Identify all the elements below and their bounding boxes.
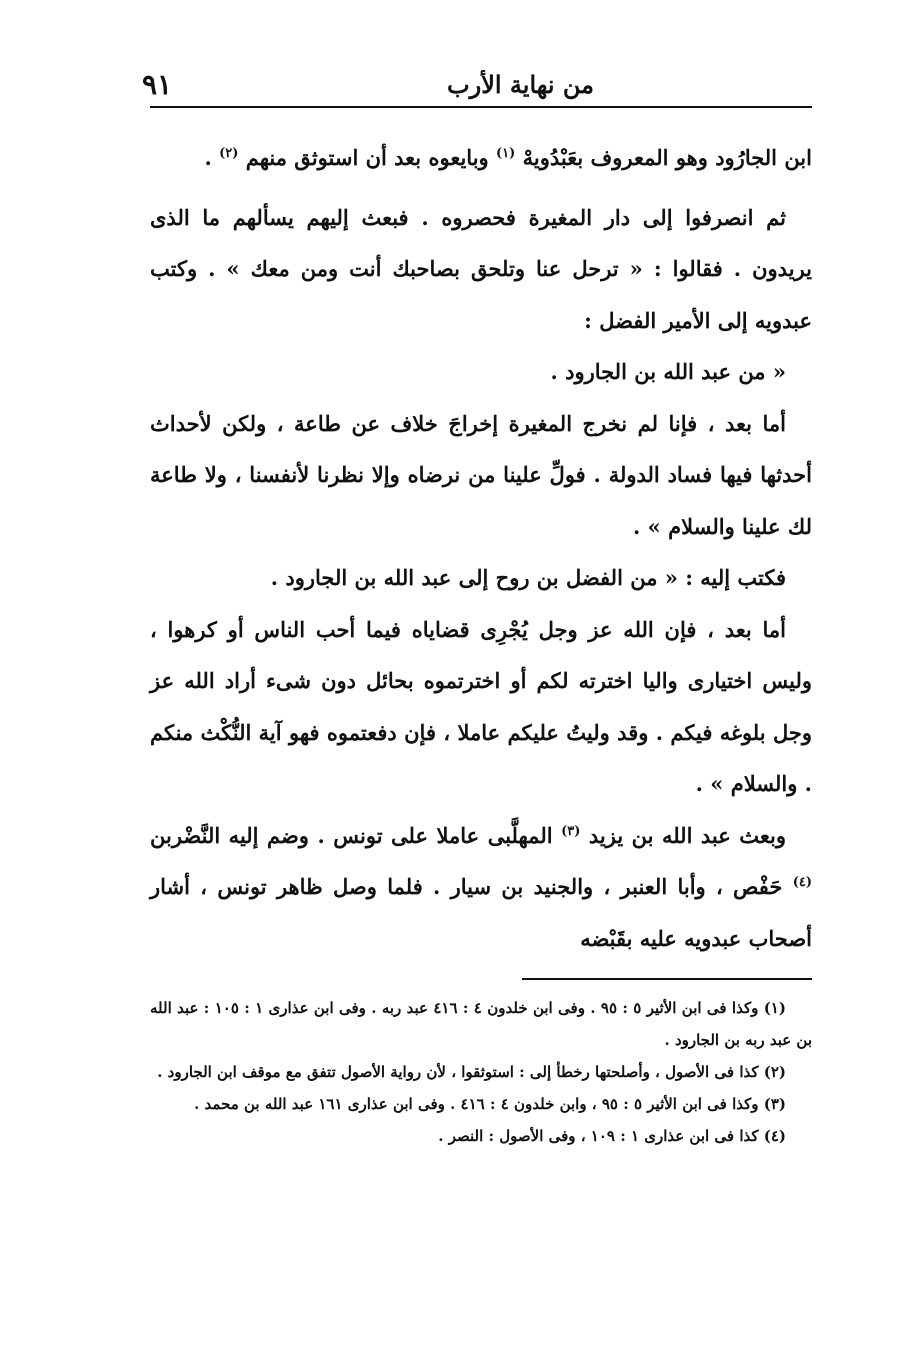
text-segment: المهلَّبى عاملا على تونس . وضم إليه النَّضْربن bbox=[150, 822, 553, 848]
paragraph bbox=[150, 132, 812, 184]
text-segment: ابن الجارُود وهو المعروف بعَبْدُويهْ bbox=[522, 145, 812, 170]
footnote-ref-4: (٤) bbox=[792, 875, 812, 890]
page-header bbox=[142, 60, 812, 108]
footnote: (١) وكذا فى ابن الأثير ٥ : ٩٥ . وفى ابن خلدون ٤ : ٤١٦ عبد ربه . وفى ابن عذارى ١ : ١٠٥ : عبد الله بن عبد ربه بن الجارود . bbox=[150, 999, 812, 1049]
footnote-ref-2: (٢) bbox=[219, 146, 239, 161]
paragraph: « من عبد الله بن الجارود . bbox=[550, 359, 786, 384]
book-page bbox=[142, 60, 812, 1320]
text-segment: وبعث عبد الله بن يزيد bbox=[588, 822, 787, 848]
footnote-ref-3: (٣) bbox=[561, 823, 581, 839]
page-number: ٩١ bbox=[142, 68, 173, 101]
footnote-divider bbox=[522, 978, 812, 980]
footnote: (٤) كذا فى ابن عذارى ١ : ١٠٩ ، وفى الأصول : النصر . bbox=[438, 1127, 786, 1145]
footnote: (٣) وكذا فى ابن الأثير ٥ : ٩٥ ، وابن خلدون ٤ : ٤١٦ . وفى ابن عذارى ١٦١ عبد الله بن محمد . bbox=[194, 1095, 786, 1113]
paragraph: أما بعد ، فإن الله عز وجل يُجْرِى قضاياه فيما أحب الناس أو كرهوا ، وليس اختيارى واليا اخترته لكم أو اخترتموه بحائل دون شىء أراد الله عز وجل بلوغه فيكم . وقد وليتُ عليكم عاملا ، فإن دفعتموه فهو آية النُّكْث منكم . والسلام » . bbox=[150, 616, 812, 796]
text-segment: حَفْص ، وأبا العنبر ، والجنيد بن سيار . فلما وصل ظاهر تونس ، أشار أصحاب عبدويه عليه بقَبْضه bbox=[150, 874, 812, 951]
running-title: من نهاية الأرب bbox=[447, 70, 594, 99]
period-mark: . bbox=[204, 145, 212, 170]
paragraph: ثم انصرفوا إلى دار المغيرة فحصروه . فبعث إليهم يسألهم ما الذى يريدون . فقالوا : « ترحل عنا وتلحق بصاحبك أنت ومن معك » . وكتب عبدويه إلى الأمير الفضل : bbox=[150, 204, 812, 333]
text-segment: وبايعوه بعد أن استوثق منهم bbox=[245, 145, 489, 170]
footnotes bbox=[150, 992, 812, 1152]
paragraph: فكتب إليه : « من الفضل بن روح إلى عبد الله بن الجارود . bbox=[270, 565, 786, 590]
footnote: (٢) كذا فى الأصول ، وأصلحتها رخطأ إلى : استوثقوا ، لأن رواية الأصول تتفق مع موقف ابن الجارود . bbox=[157, 1063, 786, 1081]
main-text bbox=[150, 132, 812, 964]
paragraph bbox=[150, 810, 812, 965]
paragraph: أما بعد ، فإنا لم نخرج المغيرة إخراجَ خلاف عن طاعة ، ولكن لأحداث أحدثها فيها فساد الدولة . فولِّ علينا من نرضاه وإلا نظرنا لأنفسنا ، ولا طاعة لك علينا والسلام » . bbox=[150, 410, 812, 539]
footnote-ref-1: (١) bbox=[496, 146, 516, 161]
